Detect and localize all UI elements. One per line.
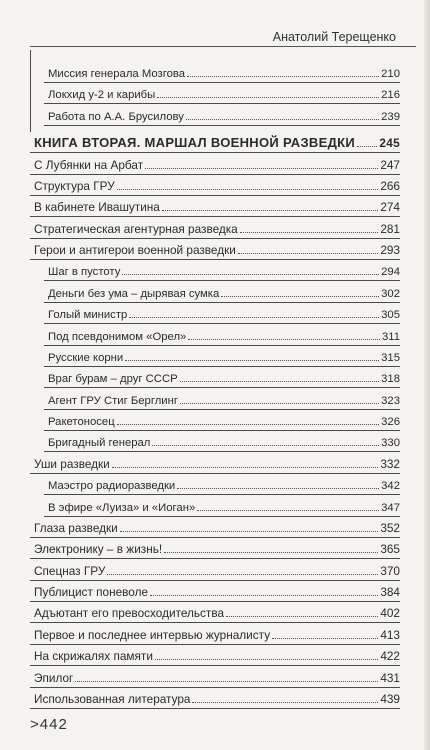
toc-entry-title: Под псевдонимом «Орел» (48, 331, 187, 343)
toc-entry-page: 352 (380, 521, 400, 535)
toc-entry-page: 274 (380, 200, 400, 214)
toc-dot-leader (221, 295, 379, 297)
toc-entry (34, 560, 400, 578)
toc-entry (34, 132, 400, 150)
toc-entry-page: 431 (380, 671, 400, 685)
toc-entry-page: 370 (380, 564, 400, 578)
toc-entry-page: 247 (380, 158, 400, 172)
toc-entry (34, 538, 400, 556)
toc-entry (34, 453, 400, 471)
toc-entry-page: 365 (380, 542, 400, 556)
toc-entry (34, 175, 400, 193)
toc-entry-page: 315 (381, 352, 400, 364)
toc-entry-title: Миссия генерала Мозгова (48, 68, 186, 80)
toc-row-rule (44, 386, 400, 388)
toc-entry-title: Ракетоносец (48, 416, 115, 428)
toc-entry-title: Маэстро радиоразведки (48, 480, 176, 492)
toc-entry-page: 384 (380, 585, 400, 599)
toc-entry-title: КНИГА ВТОРАЯ. МАРШАЛ ВОЕННОЙ РАЗВЕДКИ (34, 135, 356, 150)
toc-entry-title: Эпилог (34, 671, 74, 685)
toc-dot-leader (117, 188, 379, 190)
toc-row-rule (30, 151, 400, 153)
header-rule (30, 46, 416, 47)
toc-dot-leader (117, 423, 379, 425)
toc-dot-leader (272, 637, 378, 639)
toc-entry-title: В кабинете Ивашутина (34, 200, 160, 214)
toc-entry (48, 367, 400, 385)
toc-entry-page: 210 (381, 68, 400, 80)
toc-entry-title: Публицист поневоле (34, 585, 149, 599)
toc-dot-leader (192, 701, 378, 703)
toc-entry (34, 602, 400, 620)
toc-row-rule (30, 621, 400, 623)
toc-dot-leader (187, 75, 379, 77)
toc-dot-leader (112, 466, 379, 468)
toc-entry-page: 439 (380, 692, 400, 706)
page-number: >442 (30, 716, 68, 733)
toc-entry (48, 410, 400, 428)
toc-entry-page: 294 (381, 266, 400, 278)
toc-entry-title: Адъютант его превосходительства (34, 606, 225, 620)
toc-entry-title: Работа по А.А. Брусилову (48, 111, 184, 123)
toc-entry-title: Локхид у-2 и карибы (48, 89, 156, 101)
toc-dot-leader (155, 658, 378, 660)
toc-entry-page: 281 (380, 222, 400, 236)
toc-entry-page: 239 (381, 111, 400, 123)
running-header-author: Анатолий Терещенко (272, 30, 396, 44)
toc-entry-title: Бригадный генерал (48, 437, 151, 449)
toc-dot-leader (152, 444, 379, 446)
toc-entry-title: Герои и антигерои военной разведки (34, 243, 236, 257)
toc-entry-page: 216 (381, 89, 400, 101)
toc-entry (48, 62, 400, 80)
toc-dot-leader (240, 231, 379, 233)
toc-entry-page: 413 (380, 628, 400, 642)
toc-entry (48, 105, 400, 123)
toc-entry-page: 347 (381, 502, 400, 514)
toc-dot-leader (107, 573, 378, 575)
toc-dot-leader (177, 487, 379, 489)
toc-entry (48, 474, 400, 492)
toc-entry (34, 196, 400, 214)
toc-entry-page: 323 (381, 395, 400, 407)
toc-entry-page: 330 (381, 437, 400, 449)
toc-entry (48, 83, 400, 101)
toc-dot-leader (226, 615, 378, 617)
toc-entry-page: 326 (381, 416, 400, 428)
toc-entry-title: Спецназ ГРУ (34, 564, 106, 578)
toc-entry-title: Деньги без ума – дырявая сумка (48, 288, 220, 300)
toc-entry (48, 346, 400, 364)
toc-entry-title: Агент ГРУ Стиг Берглинг (48, 395, 178, 407)
toc-entry-page: 302 (381, 288, 400, 300)
toc-dot-leader (180, 380, 379, 382)
toc-entry-page: 266 (380, 179, 400, 193)
toc-entry-title: Использованная литература (34, 692, 191, 706)
toc-dot-leader (120, 530, 379, 532)
toc-entry-title: Глаза разведки (34, 521, 118, 535)
toc-row-rule (44, 124, 400, 126)
toc-dot-leader (150, 594, 378, 596)
toc-entry-title: Шаг в пустоту (48, 266, 121, 278)
toc-dot-leader (129, 316, 379, 318)
toc-entry (34, 517, 400, 535)
toc-entry (34, 688, 400, 706)
toc-entry-page: 402 (380, 606, 400, 620)
toc-entry-title: Электронику – в жизнь! (34, 542, 163, 556)
toc-entry (48, 260, 400, 278)
toc-entry-title: Русские корни (48, 352, 124, 364)
toc-entry (48, 303, 400, 321)
toc-dot-leader (238, 252, 378, 254)
toc-entry-page: 318 (381, 373, 400, 385)
toc-dot-leader (145, 167, 378, 169)
toc-dot-leader (125, 359, 379, 361)
toc-dot-leader (122, 273, 379, 275)
toc-entry (34, 624, 400, 642)
toc-entry (34, 239, 400, 257)
toc-entry (34, 645, 400, 663)
toc-dot-leader (197, 509, 379, 511)
toc-row-rule (44, 450, 400, 452)
toc-entry-page: 245 (379, 136, 400, 150)
toc-entry-page: 293 (380, 243, 400, 257)
toc-entry-title: На скрижалях памяти (34, 649, 153, 663)
toc-row-rule (44, 279, 400, 281)
toc-row-rule (30, 557, 400, 559)
toc-entry (48, 282, 400, 300)
toc-entry-title: Враг бурам – друг СССР (48, 373, 178, 385)
toc-entry (48, 325, 400, 343)
toc-entry-page: 311 (381, 331, 400, 343)
toc-row-rule (30, 707, 400, 709)
toc-entry (48, 496, 400, 514)
page-edge (424, 0, 430, 750)
toc-entry-title: В эфире «Луиза» и «Иоган» (48, 502, 196, 514)
toc-dot-leader (164, 551, 378, 553)
toc-entry-page: 305 (381, 309, 400, 321)
toc-entry-title: Уши разведки (34, 457, 110, 471)
toc-row-rule (44, 102, 400, 104)
toc-frame-left (30, 50, 32, 132)
toc-entry (34, 667, 400, 685)
toc-row-rule (44, 493, 400, 495)
toc-entry (34, 218, 400, 236)
toc-entry-page: 342 (381, 480, 400, 492)
toc-entry (34, 154, 400, 172)
toc-dot-leader (186, 118, 379, 120)
toc-row-rule (44, 322, 400, 324)
toc-row-rule (30, 215, 400, 217)
toc-entry-title: Структура ГРУ (34, 179, 115, 193)
toc-dot-leader (357, 145, 377, 147)
toc-entry-title: Голый министр (48, 309, 128, 321)
toc-entry-title: Первое и последнее интервью журналисту (34, 628, 271, 642)
toc-entry-title: С Лубянки на Арбат (34, 158, 144, 172)
toc-dot-leader (180, 402, 379, 404)
toc-row-rule (30, 664, 400, 666)
toc-entry-page: 422 (380, 649, 400, 663)
toc-entry-page: 332 (380, 457, 400, 471)
toc-entry (48, 431, 400, 449)
toc-dot-leader (75, 680, 378, 682)
toc-dot-leader (157, 96, 379, 98)
toc-entry-title: Стратегическая агентурная разведка (34, 222, 238, 236)
toc-dot-leader (162, 209, 378, 211)
toc-dot-leader (188, 338, 380, 340)
toc-entry (48, 389, 400, 407)
toc-entry (34, 581, 400, 599)
